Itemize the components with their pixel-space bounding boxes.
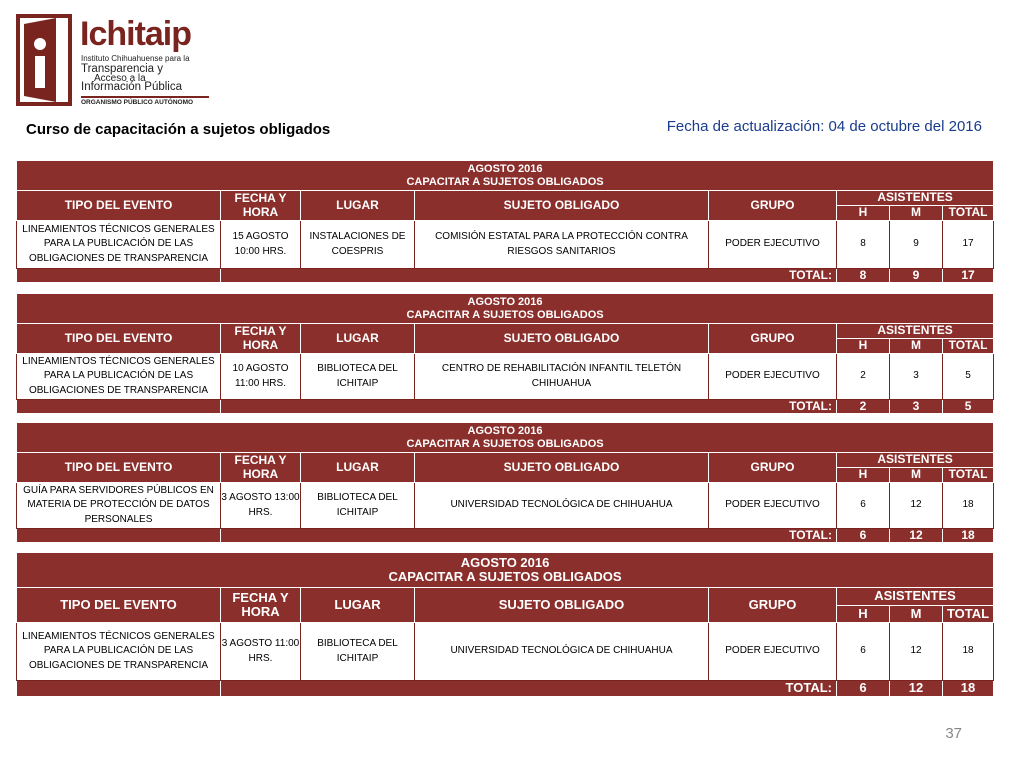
col-h: H (837, 606, 890, 623)
col-grupo: GRUPO (709, 324, 837, 354)
total-total: 5 (943, 400, 994, 414)
logo-title: Ichitaip (80, 15, 192, 53)
cell-lugar: BIBLIOTECA DEL ICHITAIP (301, 623, 415, 681)
table-row (17, 354, 994, 400)
total-h: 6 (837, 529, 890, 543)
col-total: TOTAL (943, 339, 994, 354)
training-table-3 (16, 422, 994, 543)
table-row (17, 623, 994, 681)
cell-h: 6 (837, 483, 890, 529)
col-lugar: LUGAR (301, 324, 415, 354)
totals-spacer (17, 681, 221, 697)
col-fecha: FECHA Y HORA (221, 324, 301, 354)
cell-tipo: GUÍA PARA SERVIDORES PÚBLICOS EN MATERIA DE PROTECCIÓN DE DATOS PERSONALES (17, 483, 221, 529)
col-fecha: FECHA Y HORA (221, 588, 301, 623)
totals-label: TOTAL: (221, 681, 837, 697)
col-fecha: FECHA Y HORA (221, 191, 301, 221)
total-h: 6 (837, 681, 890, 697)
table-header-month: AGOSTO 2016 CAPACITAR A SUJETOS OBLIGADOS (17, 294, 994, 324)
cell-sujeto: UNIVERSIDAD TECNOLÓGICA DE CHIHUAHUA (415, 483, 709, 529)
cell-sujeto: COMISIÓN ESTATAL PARA LA PROTECCIÓN CONTRA RIESGOS SANITARIOS (415, 221, 709, 269)
table-row (17, 483, 994, 529)
totals-spacer (17, 269, 221, 283)
cell-m: 12 (890, 483, 943, 529)
logo-line-1: Instituto Chihuahuense para la (81, 54, 190, 63)
cell-lugar: BIBLIOTECA DEL ICHITAIP (301, 483, 415, 529)
total-total: 18 (943, 681, 994, 697)
cell-lugar: INSTALACIONES DE COESPRIS (301, 221, 415, 269)
cell-total: 17 (943, 221, 994, 269)
table-header-month: AGOSTO 2016 CAPACITAR A SUJETOS OBLIGADOS (17, 423, 994, 453)
totals-label: TOTAL: (221, 269, 837, 283)
cell-tipo: LINEAMIENTOS TÉCNICOS GENERALES PARA LA PUBLICACIÓN DE LAS OBLIGACIONES DE TRANSPARENCIA (17, 623, 221, 681)
col-asistentes: ASISTENTES (837, 588, 994, 606)
col-sujeto: SUJETO OBLIGADO (415, 588, 709, 623)
col-fecha: FECHA Y HORA (221, 453, 301, 483)
col-sujeto: SUJETO OBLIGADO (415, 453, 709, 483)
cell-total: 18 (943, 623, 994, 681)
col-total: TOTAL (943, 468, 994, 483)
total-h: 2 (837, 400, 890, 414)
total-m: 9 (890, 269, 943, 283)
cell-h: 6 (837, 623, 890, 681)
door-logo-icon (16, 14, 72, 106)
cell-grupo: PODER EJECUTIVO (709, 354, 837, 400)
total-m: 12 (890, 681, 943, 697)
cell-fecha: 3 AGOSTO 13:00 HRS. (221, 483, 301, 529)
table-header-month: AGOSTO 2016 CAPACITAR A SUJETOS OBLIGADOS (17, 161, 994, 191)
col-sujeto: SUJETO OBLIGADO (415, 324, 709, 354)
cell-fecha: 10 AGOSTO 11:00 HRS. (221, 354, 301, 400)
col-tipo: TIPO DEL EVENTO (17, 453, 221, 483)
cell-grupo: PODER EJECUTIVO (709, 623, 837, 681)
total-m: 12 (890, 529, 943, 543)
cell-m: 3 (890, 354, 943, 400)
cell-grupo: PODER EJECUTIVO (709, 221, 837, 269)
col-h: H (837, 339, 890, 354)
col-asistentes: ASISTENTES (837, 453, 994, 468)
col-h: H (837, 206, 890, 221)
col-lugar: LUGAR (301, 191, 415, 221)
col-m: M (890, 206, 943, 221)
totals-label: TOTAL: (221, 400, 837, 414)
col-sujeto: SUJETO OBLIGADO (415, 191, 709, 221)
cell-lugar: BIBLIOTECA DEL ICHITAIP (301, 354, 415, 400)
col-lugar: LUGAR (301, 453, 415, 483)
col-tipo: TIPO DEL EVENTO (17, 191, 221, 221)
cell-sujeto: UNIVERSIDAD TECNOLÓGICA DE CHIHUAHUA (415, 623, 709, 681)
totals-row (17, 529, 994, 543)
cell-tipo: LINEAMIENTOS TÉCNICOS GENERALES PARA LA PUBLICACIÓN DE LAS OBLIGACIONES DE TRANSPARENCIA (17, 221, 221, 269)
col-h: H (837, 468, 890, 483)
cell-tipo: LINEAMIENTOS TÉCNICOS GENERALES PARA LA PUBLICACIÓN DE LAS OBLIGACIONES DE TRANSPARENCIA (17, 354, 221, 400)
cell-m: 12 (890, 623, 943, 681)
cell-m: 9 (890, 221, 943, 269)
col-grupo: GRUPO (709, 191, 837, 221)
cell-total: 5 (943, 354, 994, 400)
cell-fecha: 15 AGOSTO 10:00 HRS. (221, 221, 301, 269)
col-tipo: TIPO DEL EVENTO (17, 324, 221, 354)
col-asistentes: ASISTENTES (837, 191, 994, 206)
col-grupo: GRUPO (709, 453, 837, 483)
col-lugar: LUGAR (301, 588, 415, 623)
col-tipo: TIPO DEL EVENTO (17, 588, 221, 623)
col-asistentes: ASISTENTES (837, 324, 994, 339)
logo-divider (81, 96, 209, 98)
ichitaip-logo (16, 14, 206, 106)
total-total: 18 (943, 529, 994, 543)
logo-line-4: Información Pública (81, 81, 182, 93)
totals-row (17, 269, 994, 283)
logo-line-3: Acceso a la (94, 73, 146, 84)
col-total: TOTAL (943, 206, 994, 221)
col-m: M (890, 339, 943, 354)
cell-fecha: 3 AGOSTO 11:00 HRS. (221, 623, 301, 681)
training-table-1 (16, 160, 994, 283)
totals-label: TOTAL: (221, 529, 837, 543)
cell-h: 8 (837, 221, 890, 269)
cell-grupo: PODER EJECUTIVO (709, 483, 837, 529)
cell-sujeto: CENTRO DE REHABILITACIÓN INFANTIL TELETÓN CHIHUAHUA (415, 354, 709, 400)
update-date: Fecha de actualización: 04 de octubre del 2016 (666, 118, 982, 135)
col-grupo: GRUPO (709, 588, 837, 623)
cell-h: 2 (837, 354, 890, 400)
logo-line-5: ORGANISMO PÚBLICO AUTÓNOMO (81, 99, 194, 106)
col-m: M (890, 468, 943, 483)
col-total: TOTAL (943, 606, 994, 623)
logo-line-2: Transparencia y (81, 63, 164, 75)
total-h: 8 (837, 269, 890, 283)
table-header-month: AGOSTO 2016 CAPACITAR A SUJETOS OBLIGADOS (17, 553, 994, 588)
totals-row (17, 681, 994, 697)
cell-total: 18 (943, 483, 994, 529)
document-title: Curso de capacitación a sujetos obligados (26, 121, 331, 138)
totals-spacer (17, 529, 221, 543)
table-row (17, 221, 994, 269)
training-table-4 (16, 552, 994, 697)
total-total: 17 (943, 269, 994, 283)
col-m: M (890, 606, 943, 623)
page-number: 37 (945, 725, 962, 742)
totals-row (17, 400, 994, 414)
training-table-2 (16, 293, 994, 414)
total-m: 3 (890, 400, 943, 414)
totals-spacer (17, 400, 221, 414)
